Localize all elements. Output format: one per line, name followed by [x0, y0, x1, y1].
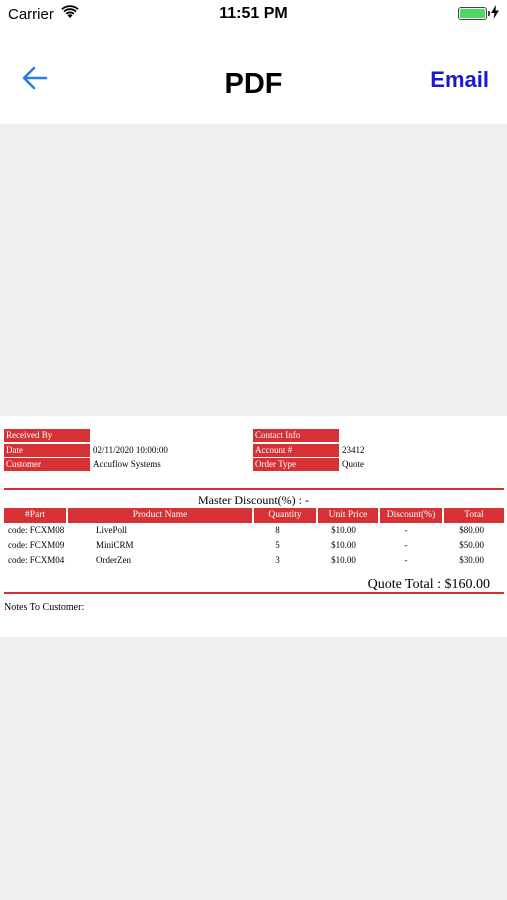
column-header-quantity: Quantity: [254, 508, 316, 523]
navigation-bar: [0, 30, 507, 124]
page-title: PDF: [224, 68, 283, 100]
column-header-total: Total: [444, 508, 504, 523]
divider-top: [4, 488, 504, 490]
cell-total: $30.00: [459, 555, 484, 565]
divider-bottom: [4, 592, 504, 594]
cell-total: $80.00: [459, 525, 484, 535]
column-header-part: #Part: [4, 508, 66, 523]
column-header-product-name: Product Name: [68, 508, 252, 523]
status-bar: [0, 0, 507, 30]
quote-total: Quote Total : $160.00: [367, 577, 490, 592]
cell-product-name: MiniCRM: [96, 540, 134, 550]
account-number-value: 23412: [342, 445, 365, 455]
cell-unit-price: $10.00: [331, 540, 356, 550]
charging-bolt-icon: [491, 5, 499, 19]
cell-part: code: FCXM04: [8, 555, 65, 565]
cell-quantity: 3: [275, 555, 280, 565]
cell-unit-price: $10.00: [331, 555, 356, 565]
status-time: 11:51 PM: [219, 5, 288, 22]
cell-total: $50.00: [459, 540, 484, 550]
order-type-value: Quote: [342, 459, 364, 469]
column-header-unit-price: Unit Price: [318, 508, 378, 523]
customer-value: Accuflow Systems: [93, 459, 161, 469]
cell-discount: -: [404, 555, 408, 565]
order-type-label: Order Type: [253, 458, 339, 471]
cell-discount: -: [404, 540, 408, 550]
cell-part: code: FCXM08: [8, 525, 65, 535]
cell-part: code: FCXM09: [8, 540, 65, 550]
pdf-document: [0, 416, 507, 637]
customer-label: Customer: [4, 458, 90, 471]
cell-product-name: LivePoll: [96, 525, 127, 535]
email-button[interactable]: Email: [430, 67, 489, 92]
contact-info-label: Contact Info: [253, 429, 339, 442]
battery-icon: [458, 7, 487, 20]
notes-to-customer: Notes To Customer:: [4, 602, 85, 613]
carrier-label: Carrier: [8, 6, 54, 23]
cell-discount: -: [404, 525, 408, 535]
cell-quantity: 5: [275, 540, 280, 550]
account-number-label: Account #: [253, 444, 339, 457]
cell-product-name: OrderZen: [96, 555, 131, 565]
column-header-discount: Discount(%): [380, 508, 442, 523]
date-value: 02/11/2020 10:00:00: [93, 445, 168, 455]
master-discount: Master Discount(%) : -: [198, 493, 309, 507]
cell-quantity: 8: [275, 525, 280, 535]
cell-unit-price: $10.00: [331, 525, 356, 535]
received-by-label: Received By: [4, 429, 90, 442]
date-label: Date: [4, 444, 90, 457]
